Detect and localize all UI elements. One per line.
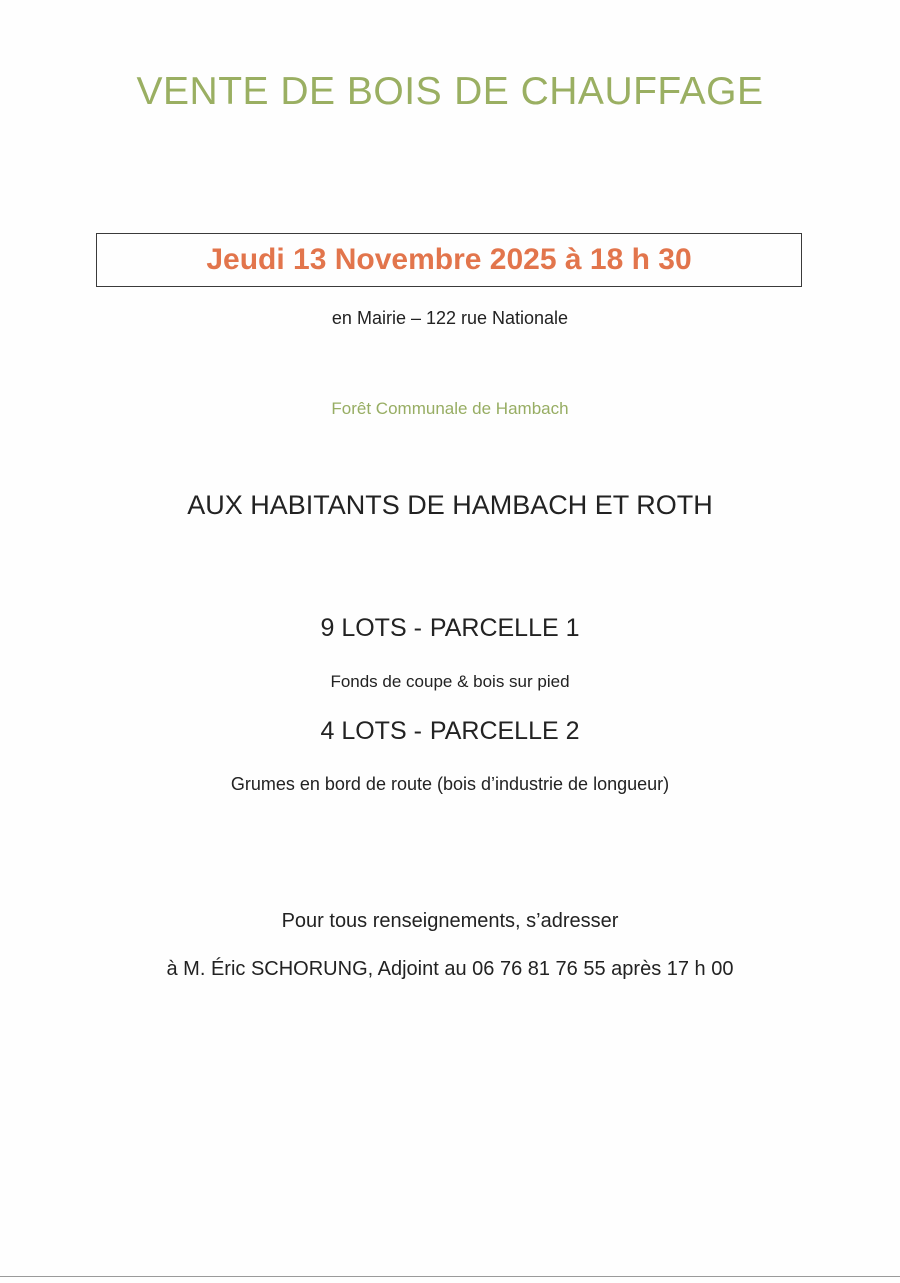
contact-intro: Pour tous renseignements, s’adresser [281, 910, 619, 932]
forest-name: Forêt Communale de Hambach [331, 399, 569, 418]
document-title [0, 70, 900, 114]
lot-count-1: 9 LOTS - [320, 614, 422, 642]
page-bottom-rule [0, 1276, 900, 1277]
lot-count-2: 4 LOTS - [320, 717, 422, 745]
lot-heading-2 [0, 717, 900, 746]
lot-description-1: Fonds de coupe & bois sur pied [330, 672, 570, 691]
lot-parcel-2: PARCELLE 2 [429, 717, 580, 745]
lot-heading-1 [0, 614, 900, 643]
lot-parcel-1: PARCELLE 1 [429, 614, 580, 642]
lot-description-2: Grumes en bord de route (bois d’industrie de longueur) [230, 774, 670, 794]
event-date: Jeudi 13 Novembre 2025 à 18 h 30 [206, 243, 692, 276]
title-part-1: VENTE DE BOIS [136, 70, 443, 113]
title-part-2: DE CHAUFFAGE [454, 70, 764, 113]
event-venue: en Mairie – 122 rue Nationale [331, 308, 569, 328]
contact-details: à M. Éric SCHORUNG, Adjoint au 06 76 81 76 55 après 17 h 00 [166, 958, 734, 980]
audience-heading: AUX HABITANTS DE HAMBACH ET ROTH [187, 490, 713, 520]
date-box [96, 233, 802, 287]
